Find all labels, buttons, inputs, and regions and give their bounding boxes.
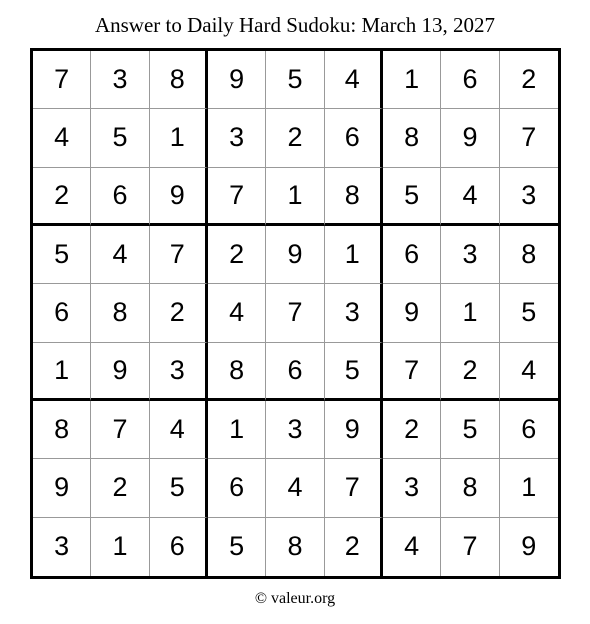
sudoku-cell: 4	[500, 343, 558, 401]
sudoku-cell: 6	[441, 51, 499, 109]
sudoku-cell: 3	[150, 343, 208, 401]
sudoku-cell: 4	[33, 109, 91, 167]
sudoku-cell: 6	[91, 168, 149, 226]
sudoku-cell: 4	[208, 284, 266, 342]
sudoku-cell: 5	[383, 168, 441, 226]
sudoku-cell: 7	[91, 401, 149, 459]
sudoku-cell: 5	[441, 401, 499, 459]
sudoku-cell: 2	[325, 518, 383, 576]
sudoku-cell: 8	[208, 343, 266, 401]
sudoku-cell: 6	[383, 226, 441, 284]
copyright-footer: © valeur.org	[254, 590, 336, 607]
sudoku-cell: 2	[266, 109, 324, 167]
sudoku-cell: 8	[266, 518, 324, 576]
sudoku-cell: 8	[441, 459, 499, 517]
sudoku-cell: 4	[91, 226, 149, 284]
sudoku-cell: 6	[150, 518, 208, 576]
sudoku-cell: 3	[500, 168, 558, 226]
sudoku-cell: 9	[521, 531, 537, 562]
sudoku-cell: 5	[91, 109, 149, 167]
sudoku-cell: 1	[33, 343, 91, 401]
sudoku-cell: 4	[441, 168, 499, 226]
sudoku-cell: 9	[441, 109, 499, 167]
sudoku-cell: 2	[91, 459, 149, 517]
sudoku-cell: 1	[150, 109, 208, 167]
sudoku-cell: 3	[91, 51, 149, 109]
sudoku-cell: 6	[266, 343, 324, 401]
sudoku-cell: 9	[383, 284, 441, 342]
sudoku-cell: 5	[266, 51, 324, 109]
sudoku-cell: 8	[500, 226, 558, 284]
sudoku-cell: 1	[500, 459, 558, 517]
sudoku-cell: 9	[325, 401, 383, 459]
sudoku-cell: 5	[208, 518, 266, 576]
sudoku-cell: 8	[91, 284, 149, 342]
sudoku-cell: 9	[150, 168, 208, 226]
sudoku-cell: 7	[500, 109, 558, 167]
sudoku-cell: 3	[266, 401, 324, 459]
sudoku-cell: 9	[33, 459, 91, 517]
sudoku-cell: 1	[208, 401, 266, 459]
sudoku-cell: 2	[500, 51, 558, 109]
sudoku-cell: 3	[208, 109, 266, 167]
sudoku-cell: 2	[33, 168, 91, 226]
sudoku-cell: 8	[383, 109, 441, 167]
sudoku-cell: 6	[208, 459, 266, 517]
sudoku-cell: 2	[383, 401, 441, 459]
sudoku-cell: 4	[150, 401, 208, 459]
sudoku-cell: 1	[441, 284, 499, 342]
sudoku-cell: 9	[208, 51, 266, 109]
sudoku-cell: 8	[325, 168, 383, 226]
sudoku-cell: 1	[91, 518, 149, 576]
sudoku-cell: 1	[266, 168, 324, 226]
sudoku-cell: 3	[441, 226, 499, 284]
sudoku-cell: 1	[383, 51, 441, 109]
sudoku-cell: 3	[33, 518, 91, 576]
sudoku-cell: 2	[441, 343, 499, 401]
sudoku-cell: 6	[500, 401, 558, 459]
sudoku-cell: 7	[150, 226, 208, 284]
sudoku-cell: 4	[383, 518, 441, 576]
sudoku-cell: 3	[383, 459, 441, 517]
sudoku-cell: 1	[325, 226, 383, 284]
sudoku-cell: 7	[441, 518, 499, 576]
sudoku-cell: 7	[383, 343, 441, 401]
sudoku-cell: 7	[208, 168, 266, 226]
sudoku-cell: 7	[325, 459, 383, 517]
sudoku-cell: 8	[150, 51, 208, 109]
sudoku-cell: 4	[266, 459, 324, 517]
sudoku-cell: 2	[150, 284, 208, 342]
sudoku-cell: 6	[325, 109, 383, 167]
sudoku-cell: 4	[325, 51, 383, 109]
sudoku-cell: 7	[266, 284, 324, 342]
sudoku-cell: 9	[266, 226, 324, 284]
sudoku-cell: 6	[33, 284, 91, 342]
sudoku-cell: 5	[150, 459, 208, 517]
page-title: Answer to Daily Hard Sudoku: March 13, 2027	[94, 13, 496, 37]
sudoku-cell: 5	[500, 284, 558, 342]
sudoku-board	[30, 48, 561, 579]
sudoku-cell: 2	[208, 226, 266, 284]
sudoku-cell: 5	[325, 343, 383, 401]
sudoku-cell: 9	[91, 343, 149, 401]
sudoku-cell: 8	[33, 401, 91, 459]
sudoku-cell: 7	[33, 51, 91, 109]
sudoku-cell: 5	[33, 226, 91, 284]
sudoku-cell: 3	[325, 284, 383, 342]
